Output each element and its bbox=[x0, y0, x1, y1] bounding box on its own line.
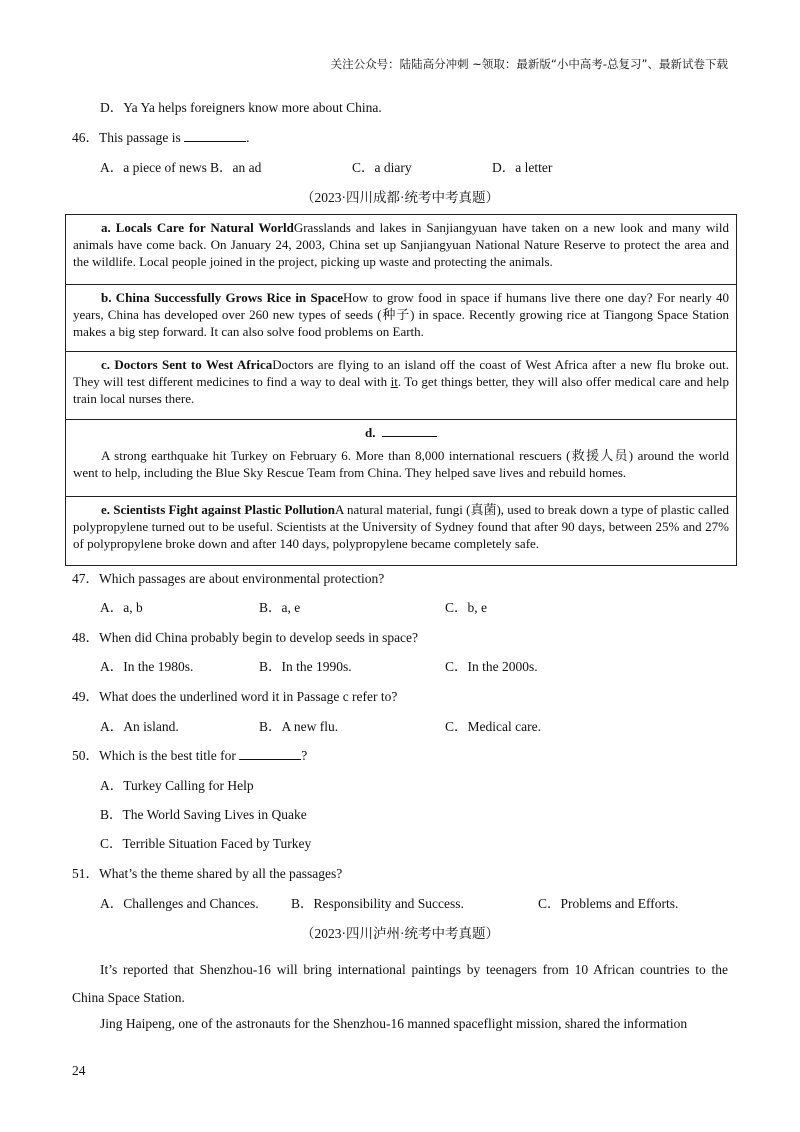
passage-e-text: A natural material, fungi (真菌), used to break down a type of plastic called polypropylene turned out to be useful. Scientists at the University of Sydney found that after 90 days, between 25% and 27% of polypropylene broke down and after 140 days, polypropylene became completely safe. bbox=[73, 502, 730, 551]
answer-blank bbox=[184, 129, 246, 142]
passage-a-title: a. Locals Care for Natural World bbox=[101, 220, 294, 235]
passage-d-label: d. bbox=[365, 425, 376, 440]
q50-stem bbox=[72, 747, 307, 765]
q49-option-c: C．Medical care. bbox=[445, 719, 541, 734]
header-note: 关注公众号：陆陆高分冲刺 ~领取：最新版“小中高考-总复习”、最新试卷下载 bbox=[330, 57, 728, 71]
q50-stem-end: ? bbox=[301, 748, 308, 763]
q50-option-b: B．The World Saving Lives in Quake bbox=[100, 807, 307, 822]
q46-option-d: D．a letter bbox=[492, 160, 553, 175]
q47-option-c: C．b, e bbox=[445, 600, 487, 615]
q47-stem: 47．Which passages are about environmental protection? bbox=[72, 571, 385, 586]
q47-option-b: B．a, e bbox=[259, 600, 301, 615]
underlined-word: it bbox=[390, 374, 398, 389]
q49-option-a: A．An island. bbox=[100, 719, 179, 734]
passage-a bbox=[66, 215, 736, 284]
q50-option-c: C．Terrible Situation Faced by Turkey bbox=[100, 836, 312, 851]
passage-b-title: b. China Successfully Grows Rice in Space bbox=[101, 290, 343, 305]
q46-stem-end: . bbox=[246, 130, 250, 145]
q50-option-a: A．Turkey Calling for Help bbox=[100, 778, 254, 793]
q48-option-a: A．In the 1980s. bbox=[100, 659, 194, 674]
passage-c-title: c. Doctors Sent to West Africa bbox=[101, 357, 273, 372]
passage-d bbox=[66, 419, 736, 496]
q46-option-b: B．an ad bbox=[210, 160, 262, 175]
passage-c-text-2: . To get things better, they will also offer medical care and help train local nurses there. bbox=[73, 374, 729, 406]
q46-option-c: C．a diary bbox=[352, 160, 412, 175]
q49-option-b: B．A new flu. bbox=[259, 719, 339, 734]
passage-d-text: A strong earthquake hit Turkey on February 6. More than 8,000 international rescuers (救援人员) around the world went to help, including the Blue Sky Rescue Team from China. They helped save lives and rebuild homes. bbox=[73, 448, 729, 480]
q49-stem: 49．What does the underlined word it in Passage c refer to? bbox=[72, 689, 398, 704]
passage-table bbox=[65, 214, 737, 566]
q47-option-a: A．a, b bbox=[100, 600, 143, 615]
source-label: （2023·四川泸州·统考中考真题） bbox=[301, 926, 499, 941]
passage-b bbox=[66, 284, 736, 351]
q48-option-c: C．In the 2000s. bbox=[445, 659, 538, 674]
passage-d-title bbox=[73, 424, 729, 441]
answer-blank bbox=[382, 424, 437, 437]
q51-option-c: C．Problems and Efforts. bbox=[538, 896, 679, 911]
source-label: （2023·四川成都·统考中考真题） bbox=[301, 190, 499, 205]
q45-option-d: D．Ya Ya helps foreigners know more about China. bbox=[100, 100, 382, 115]
passage-e-title: e. Scientists Fight against Plastic Pollution bbox=[101, 502, 336, 517]
passage-a-text: Grasslands and lakes in Sanjiangyuan have taken on a new look and many wild animals have come back. On January 24, 2003, China set up Sanjiangyuan National Nature Reserve to protect the area and the wildlife. Local people joined in the project, picking up waste and protecting the animals. bbox=[73, 220, 729, 269]
passage-c-text-1: Doctors are flying to an island off the coast of West Africa after a new flu broke out. They will test different medicines to find a way to deal with bbox=[73, 357, 729, 389]
passage-c bbox=[66, 351, 736, 419]
q51-stem: 51．What’s the theme shared by all the passages? bbox=[72, 866, 343, 881]
passage-b-text: How to grow food in space if humans live there one day? For nearly 40 years, China has developed over 260 new types of seeds (种子) in space. Recently growing rice at Tiangong Space Station makes a big step forward. It can also solve food problems on Earth. bbox=[73, 290, 730, 339]
answer-blank bbox=[239, 747, 301, 760]
q50-stem-text: 50．Which is the best title for bbox=[72, 748, 236, 763]
next-passage-p1: It’s reported that Shenzhou-16 will bring international paintings by teenagers from 10 African countries to the China Space Station. bbox=[72, 962, 728, 1005]
q51-option-b: B．Responsibility and Success. bbox=[291, 896, 464, 911]
q48-stem: 48．When did China probably begin to develop seeds in space? bbox=[72, 630, 419, 645]
q46-option-a: A．a piece of news bbox=[100, 160, 207, 175]
q51-option-a: A．Challenges and Chances. bbox=[100, 896, 259, 911]
q46-stem bbox=[72, 129, 250, 147]
page-number: 24 bbox=[72, 1063, 86, 1078]
next-passage-p2: Jing Haipeng, one of the astronauts for the Shenzhou-16 manned spaceflight mission, shared the information bbox=[100, 1016, 688, 1031]
q46-stem-text: 46．This passage is bbox=[72, 130, 181, 145]
q48-option-b: B．In the 1990s. bbox=[259, 659, 352, 674]
passage-e bbox=[66, 496, 736, 565]
